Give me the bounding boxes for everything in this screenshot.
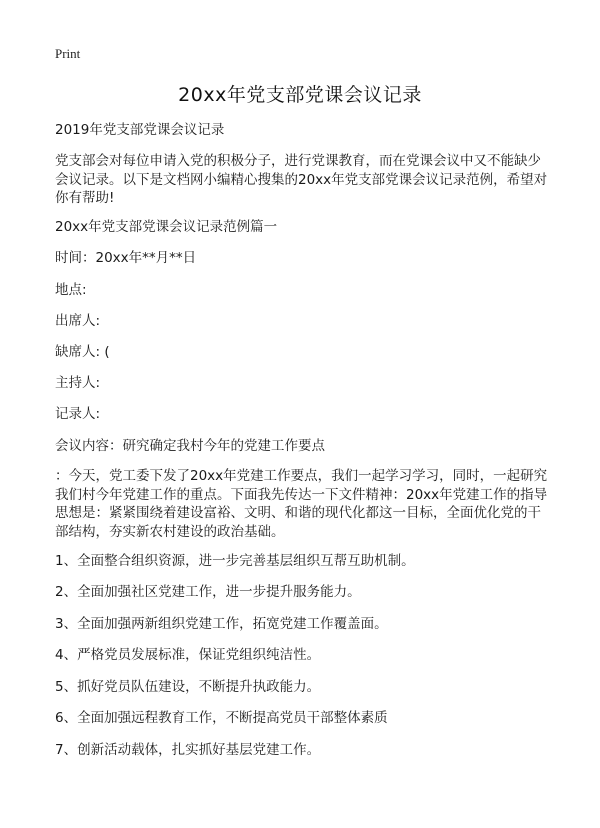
intro-line: 党支部会对每位申请入党的积极分子，进行党课教育，而在党课会议中又不能缺少	[55, 153, 541, 169]
field-recorder: 记录人:	[55, 406, 101, 422]
intro-line: 你有帮助!	[55, 190, 115, 206]
document-subtitle: 2019年党支部党课会议记录	[55, 122, 225, 138]
intro-paragraph	[55, 152, 555, 208]
field-content: 会议内容：研究确定我村今年的党建工作要点	[55, 438, 325, 454]
field-time: 时间：20xx年**月**日	[55, 250, 197, 266]
point-item: 4、严格党员发展标准，保证党组织纯洁性。	[55, 647, 321, 663]
point-item: 6、全面加强远程教育工作，不断提高党员干部整体素质	[55, 710, 388, 726]
body-line: 思想是：紧紧围绕着建设富裕、文明、和谐的现代化都这一目标，全面优化党的干	[55, 505, 541, 521]
body-paragraph	[55, 467, 555, 541]
body-line: ：今天，党工委下发了20xx年党建工作要点，我们一起学习学习，同时，一起研究	[55, 468, 548, 484]
document-title: 20xx年党支部党课会议记录	[178, 84, 422, 106]
field-place: 地点:	[55, 282, 87, 298]
point-item: 2、全面加强社区党建工作，进一步提升服务能力。	[55, 584, 361, 600]
intro-line: 会议记录。以下是文档网小编精心搜集的20xx年党支部党课会议记录范例，希望对	[55, 171, 548, 188]
field-host: 主持人:	[55, 375, 101, 391]
section-heading: 20xx年党支部党课会议记录范例篇一	[55, 219, 278, 235]
body-line: 部结构，夯实新农村建设的政治基础。	[55, 523, 285, 540]
field-attendees: 出席人:	[55, 313, 101, 329]
field-absentees: 缺席人: (	[55, 344, 110, 360]
point-item: 7、创新活动载体，扎实抓好基层党建工作。	[55, 742, 321, 758]
point-item: 1、全面整合组织资源，进一步完善基层组织互帮互助机制。	[55, 553, 415, 569]
print-label[interactable]: Print	[55, 46, 81, 61]
point-item: 5、抓好党员队伍建设，不断提升执政能力。	[55, 679, 321, 695]
body-line: 我们村今年党建工作的重点。下面我先传达一下文件精神：20xx年党建工作的指导	[55, 486, 548, 503]
point-item: 3、全面加强两新组织党建工作，拓宽党建工作覆盖面。	[55, 616, 388, 632]
